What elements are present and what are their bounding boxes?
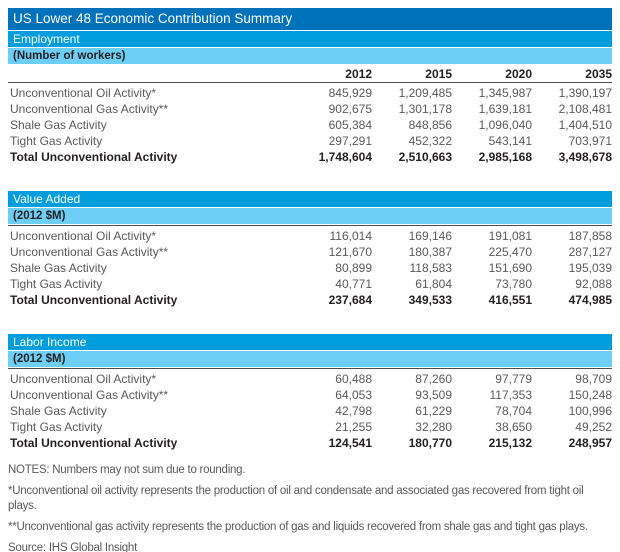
table-row [8, 228, 612, 244]
table-row [8, 260, 612, 276]
cell-2035: 1,404,510 [558, 118, 612, 132]
cell-2020: 1,639,181 [478, 102, 532, 116]
row-label: Tight Gas Activity [10, 420, 103, 434]
cell-2035: 100,996 [568, 404, 612, 418]
table-row-total [8, 292, 612, 308]
cell-2015: 848,856 [408, 118, 452, 132]
section-value-added [8, 191, 612, 308]
cell-2020: 215,132 [488, 436, 532, 450]
cell-2020: 1,096,040 [478, 118, 532, 132]
cell-2015: 118,583 [409, 261, 452, 275]
row-label: Shale Gas Activity [10, 404, 107, 418]
cell-2015: 1,301,178 [398, 102, 452, 116]
cell-2020: 117,353 [489, 388, 532, 402]
cell-2015: 169,146 [408, 229, 452, 243]
section-rows [8, 83, 612, 165]
table-row [8, 117, 612, 133]
cell-2015: 1,209,485 [398, 86, 452, 100]
cell-2020: 78,704 [495, 404, 532, 418]
note-gas-definition: **Unconventional gas activity represents the production of gas and liquids recovered from shale gas and tight gas plays. [8, 520, 588, 533]
cell-2020: 97,779 [495, 372, 532, 386]
section-header: Employment [8, 31, 612, 47]
cell-2035: 92,088 [575, 277, 612, 291]
cell-2012: 116,014 [329, 229, 372, 243]
section-labor-income [8, 334, 612, 451]
footnotes [8, 463, 612, 552]
cell-2015: 2,510,663 [398, 150, 452, 164]
cell-2015: 61,804 [415, 277, 452, 291]
cell-2020: 543,141 [488, 134, 532, 148]
note-rounding: NOTES: Numbers may not sum due to rounding. [8, 464, 246, 476]
note-oil-definition: *Unconventional oil activity represents the production of oil and condensate and associated gas recovered from tight oil plays. [8, 484, 584, 512]
cell-2035: 150,248 [568, 388, 612, 402]
cell-2012: 237,684 [328, 293, 372, 307]
cell-2015: 87,260 [415, 372, 452, 386]
cell-2012: 605,384 [328, 118, 372, 132]
row-label: Total Unconventional Activity [10, 436, 178, 450]
cell-2015: 180,387 [408, 245, 452, 259]
cell-2035: 3,498,678 [558, 150, 612, 164]
row-label: Shale Gas Activity [10, 261, 107, 275]
cell-2035: 195,039 [568, 261, 612, 275]
cell-2035: 703,971 [568, 134, 612, 148]
row-label: Unconventional Oil Activity* [10, 229, 157, 243]
table-row [8, 133, 612, 149]
cell-2020: 38,650 [495, 420, 532, 434]
table-row [8, 101, 612, 117]
year-col-2035: 2035 [585, 67, 612, 81]
cell-2012: 121,670 [328, 245, 372, 259]
cell-2035: 49,252 [575, 420, 612, 434]
table-row [8, 276, 612, 292]
section-unit: (2012 $M) [8, 351, 612, 367]
table-row-total [8, 149, 612, 165]
cell-2015: 349,533 [408, 293, 452, 307]
section-rows [8, 369, 612, 451]
cell-2020: 2,985,168 [478, 150, 532, 164]
table-row [8, 403, 612, 419]
cell-2020: 73,780 [495, 277, 532, 291]
table-row [8, 419, 612, 435]
cell-2012: 902,675 [328, 102, 372, 116]
year-header-row [8, 64, 612, 83]
cell-2020: 1,345,987 [478, 86, 532, 100]
section-header: Labor Income [8, 334, 612, 350]
cell-2020: 191,081 [488, 229, 532, 243]
cell-2035: 287,127 [568, 245, 612, 259]
cell-2015: 452,322 [408, 134, 452, 148]
table-row [8, 371, 612, 387]
row-label: Unconventional Gas Activity** [10, 102, 169, 116]
row-label: Unconventional Gas Activity** [10, 388, 169, 402]
cell-2015: 32,280 [415, 420, 452, 434]
row-label: Shale Gas Activity [10, 118, 107, 132]
row-label: Unconventional Oil Activity* [10, 372, 157, 386]
year-col-2012: 2012 [345, 67, 372, 81]
section-unit: (2012 $M) [8, 208, 612, 224]
cell-2020: 225,470 [488, 245, 532, 259]
cell-2012: 42,798 [335, 404, 372, 418]
year-col-2020: 2020 [505, 67, 532, 81]
cell-2035: 474,985 [568, 293, 612, 307]
cell-2012: 64,053 [335, 388, 372, 402]
cell-2035: 248,957 [568, 436, 612, 450]
row-label: Total Unconventional Activity [10, 293, 178, 307]
section-rows [8, 226, 612, 308]
cell-2012: 124,541 [328, 436, 372, 450]
cell-2012: 60,488 [335, 372, 372, 386]
cell-2015: 93,509 [415, 388, 452, 402]
cell-2012: 21,255 [335, 420, 372, 434]
row-label: Tight Gas Activity [10, 134, 103, 148]
cell-2012: 40,771 [335, 277, 372, 291]
row-label: Unconventional Oil Activity* [10, 86, 157, 100]
cell-2015: 180,770 [408, 436, 452, 450]
section-employment [8, 31, 612, 165]
section-header: Value Added [8, 191, 612, 207]
cell-2015: 61,229 [415, 404, 452, 418]
cell-2035: 98,709 [575, 372, 612, 386]
cell-2012: 80,899 [335, 261, 372, 275]
source-attribution: Source: IHS Global Insight [8, 541, 138, 552]
cell-2012: 297,291 [328, 134, 372, 148]
cell-2012: 1,748,604 [318, 150, 372, 164]
cell-2035: 1,390,197 [558, 86, 612, 100]
page-title: US Lower 48 Economic Contribution Summary [8, 8, 612, 30]
table-row-total [8, 435, 612, 451]
cell-2020: 416,551 [488, 293, 532, 307]
cell-2035: 187,858 [568, 229, 612, 243]
cell-2012: 845,929 [328, 86, 372, 100]
cell-2020: 151,690 [488, 261, 532, 275]
section-unit: (Number of workers) [8, 48, 612, 64]
row-label: Tight Gas Activity [10, 277, 103, 291]
row-label: Total Unconventional Activity [10, 150, 178, 164]
table-row [8, 387, 612, 403]
row-label: Unconventional Gas Activity** [10, 245, 169, 259]
table-row [8, 244, 612, 260]
year-col-2015: 2015 [425, 67, 452, 81]
table-row [8, 85, 612, 101]
cell-2035: 2,108,481 [558, 102, 612, 116]
